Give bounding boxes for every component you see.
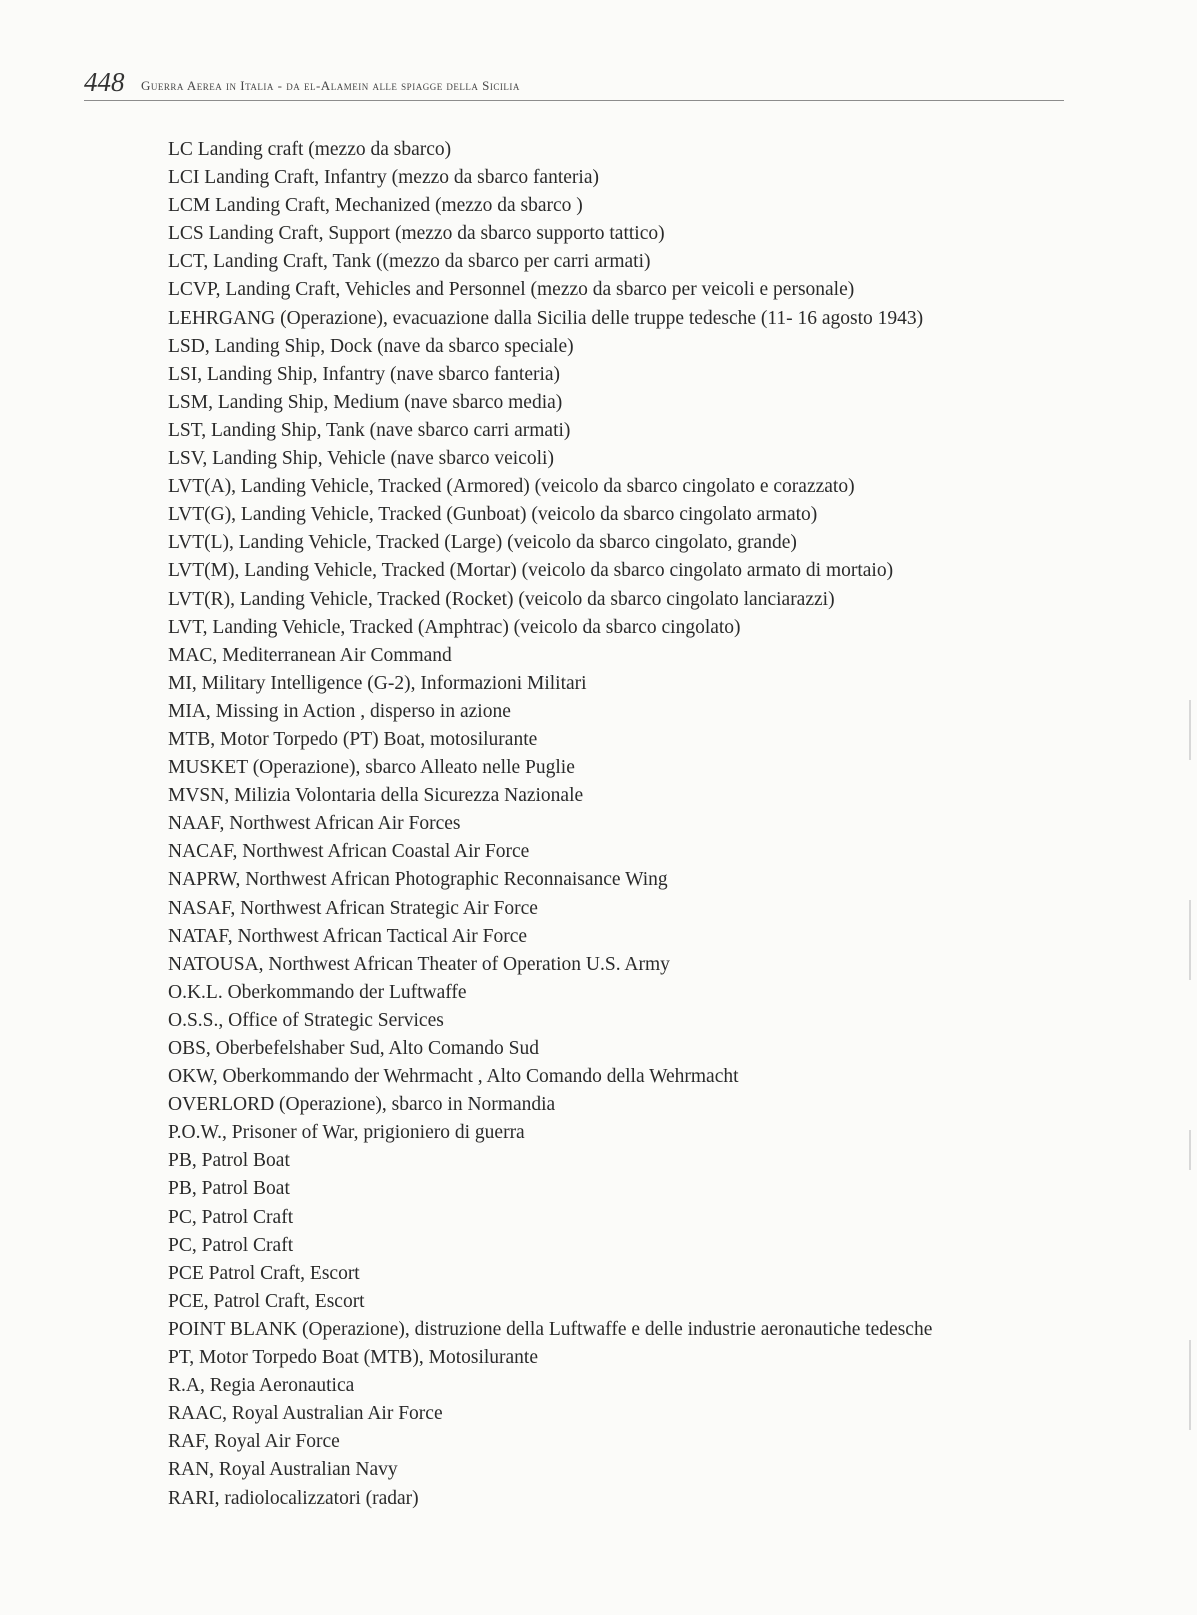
abbreviation-entry: OBS, Oberbefelshaber Sud, Alto Comando Sud	[168, 1038, 540, 1059]
abbreviation-entry: LSI, Landing Ship, Infantry (nave sbarco fanteria)	[168, 363, 561, 385]
abbreviation-entry: PC, Patrol Craft	[168, 1206, 294, 1228]
scan-edge-mark	[1189, 700, 1191, 760]
abbreviation-entry: MIA, Missing in Action , disperso in azione	[168, 700, 511, 722]
abbreviation-entry: LSV, Landing Ship, Vehicle (nave sbarco veicoli)	[168, 448, 554, 470]
abbreviation-entry: RAAC, Royal Australian Air Force	[168, 1403, 443, 1425]
abbreviation-entry: R.A, Regia Aeronautica	[168, 1375, 355, 1397]
abbreviation-list	[168, 136, 1168, 1513]
abbreviation-entry: LSD, Landing Ship, Dock (nave da sbarco speciale)	[168, 335, 574, 357]
page-number: 448	[84, 67, 125, 97]
abbreviation-entry: LVT(L), Landing Vehicle, Tracked (Large) (veicolo da sbarco cingolato, grande)	[168, 532, 797, 554]
abbreviation-entry: PCE Patrol Craft, Escort	[168, 1262, 360, 1284]
abbreviation-entry: PB, Patrol Boat	[168, 1150, 290, 1172]
abbreviation-entry: LEHRGANG (Operazione), evacuazione dalla Sicilia delle truppe tedesche (11- 16 agosto 1943)	[168, 307, 924, 329]
abbreviation-entry: O.S.S., Office of Strategic Services	[168, 1009, 444, 1031]
abbreviation-entry: LST, Landing Ship, Tank (nave sbarco carri armati)	[168, 419, 571, 441]
abbreviation-entry: O.K.L. Oberkommando der Luftwaffe	[168, 981, 467, 1003]
abbreviation-entry: LSM, Landing Ship, Medium (nave sbarco media)	[168, 391, 563, 413]
abbreviation-entry: LVT(R), Landing Vehicle, Tracked (Rocket) (veicolo da sbarco cingolato lanciarazzi)	[168, 588, 835, 610]
scan-edge-mark	[1189, 1130, 1191, 1170]
abbreviation-entry: NACAF, Northwest African Coastal Air Force	[168, 841, 530, 863]
abbreviation-entry: MUSKET (Operazione), sbarco Alleato nelle Puglie	[168, 757, 575, 779]
running-title: Guerra Aerea in Italia - da el-Alamein alle spiagge della Sicilia	[141, 78, 520, 93]
abbreviation-entry: LVT(M), Landing Vehicle, Tracked (Mortar) (veicolo da sbarco cingolato armato di mortaio)	[168, 560, 894, 582]
abbreviation-entry: NASAF, Northwest African Strategic Air Force	[168, 897, 538, 919]
abbreviation-entry: RAN, Royal Australian Navy	[168, 1459, 398, 1481]
abbreviation-entry: LVT, Landing Vehicle, Tracked (Amphtrac) (veicolo da sbarco cingolato)	[168, 616, 741, 638]
abbreviation-entry: MAC, Mediterranean Air Command	[168, 644, 452, 666]
abbreviation-entry: LCS Landing Craft, Support (mezzo da sbarco supporto tattico)	[168, 223, 665, 245]
abbreviation-entry: NAAF, Northwest African Air Forces	[168, 813, 461, 835]
abbreviation-entry: RARI, radiolocalizzatori (radar)	[168, 1487, 419, 1509]
scan-edge-mark	[1189, 900, 1191, 980]
abbreviation-entry: PCE, Patrol Craft, Escort	[168, 1290, 365, 1312]
abbreviation-entry: NATOUSA, Northwest African Theater of Operation U.S. Army	[168, 953, 670, 975]
abbreviation-entry: LCM Landing Craft, Mechanized (mezzo da sbarco )	[168, 195, 583, 217]
abbreviation-entry: LVT(A), Landing Vehicle, Tracked (Armored) (veicolo da sbarco cingolato e corazzato)	[168, 476, 855, 498]
abbreviation-entry: LCI Landing Craft, Infantry (mezzo da sbarco fanteria)	[168, 167, 599, 189]
page-header	[84, 66, 1064, 101]
abbreviation-entry: MTB, Motor Torpedo (PT) Boat, motosilurante	[168, 728, 538, 750]
abbreviation-entry: PB, Patrol Boat	[168, 1178, 290, 1200]
abbreviation-entry: OVERLORD (Operazione), sbarco in Normandia	[168, 1094, 556, 1116]
abbreviation-entry: NATAF, Northwest African Tactical Air Force	[168, 925, 528, 947]
abbreviation-entry: MI, Military Intelligence (G-2), Informazioni Militari	[168, 672, 587, 694]
abbreviation-entry: MVSN, Milizia Volontaria della Sicurezza Nazionale	[168, 785, 584, 807]
abbreviation-entry: NAPRW, Northwest African Photographic Reconnaisance Wing	[168, 869, 668, 891]
abbreviation-entry: PC, Patrol Craft	[168, 1234, 294, 1256]
abbreviation-entry: LCT, Landing Craft, Tank ((mezzo da sbarco per carri armati)	[168, 251, 651, 273]
abbreviation-entry: RAF, Royal Air Force	[168, 1431, 340, 1453]
abbreviation-entry: LVT(G), Landing Vehicle, Tracked (Gunboat) (veicolo da sbarco cingolato armato)	[168, 504, 818, 526]
abbreviation-entry: LCVP, Landing Craft, Vehicles and Personnel (mezzo da sbarco per veicoli e personale)	[168, 279, 855, 301]
abbreviation-entry: OKW, Oberkommando der Wehrmacht , Alto Comando della Wehrmacht	[168, 1066, 739, 1088]
abbreviation-entry: P.O.W., Prisoner of War, prigioniero di guerra	[168, 1122, 525, 1144]
abbreviation-entry: PT, Motor Torpedo Boat (MTB), Motosilurante	[168, 1347, 539, 1369]
abbreviation-entry: POINT BLANK (Operazione), distruzione della Luftwaffe e delle industrie aeronautiche tedesche	[168, 1318, 933, 1340]
scan-edge-mark	[1189, 1340, 1191, 1430]
abbreviation-entry: LC Landing craft (mezzo da sbarco)	[168, 139, 452, 160]
